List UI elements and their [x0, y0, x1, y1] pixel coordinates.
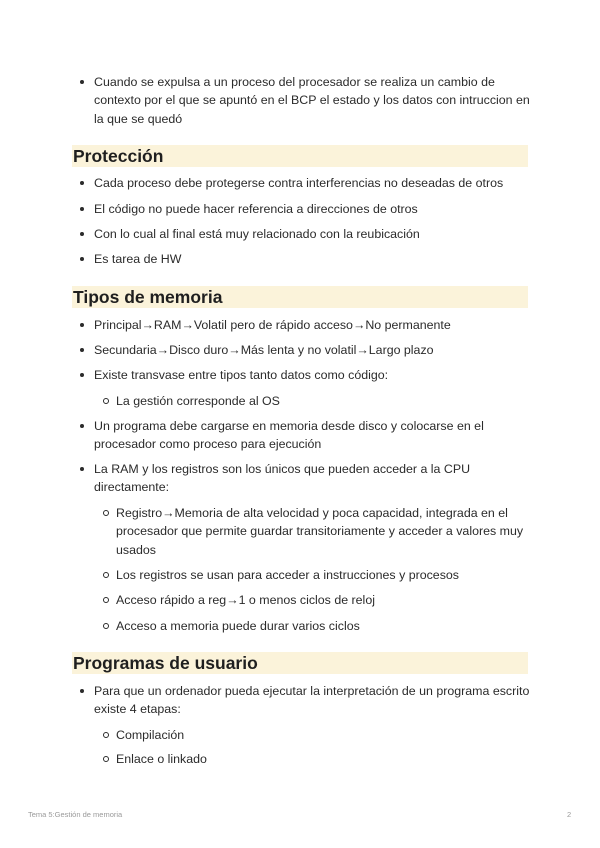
- bullet-item: Para que un ordenador pueda ejecutar la interpretación de un programa escrito existe 4 etapas:: [94, 682, 534, 719]
- sub-bullet-item: Los registros se usan para acceder a instrucciones y procesos: [116, 566, 534, 584]
- sub-bullet-item: Acceso a memoria puede durar varios ciclos: [116, 617, 534, 635]
- sub-bullet-item: Enlace o linkado: [116, 750, 534, 768]
- sub-bullet-item: Acceso rápido a reg→1 o menos ciclos de reloj: [116, 591, 534, 609]
- sub-bullet-item: La gestión corresponde al OS: [116, 392, 534, 410]
- bullet-item: Es tarea de HW: [94, 250, 534, 268]
- bullet-item: Principal→RAM→Volatil pero de rápido acceso→No permanente: [94, 316, 534, 334]
- footer-title: Tema 5:Gestión de memoria: [28, 810, 123, 819]
- section-heading-programas-de-usuario: Programas de usuario: [72, 652, 528, 674]
- section-heading-tipos-de-memoria: Tipos de memoria: [72, 286, 528, 308]
- bullet-item: Un programa debe cargarse en memoria desde disco y colocarse en el procesador como proceso para ejecución: [94, 417, 534, 454]
- bullet-item: Cada proceso debe protegerse contra interferencias no deseadas de otros: [94, 174, 534, 192]
- bullet-item: El código no puede hacer referencia a direcciones de otros: [94, 200, 534, 218]
- bullet-item: Cuando se expulsa a un proceso del procesador se realiza un cambio de contexto por el que se apuntó en el BCP el estado y los datos con intruccion en la que se quedó: [94, 73, 534, 128]
- sub-bullet-item: Compilación: [116, 726, 534, 744]
- bullet-item: Secundaria→Disco duro→Más lenta y no volatil→Largo plazo: [94, 341, 534, 359]
- bullet-item: La RAM y los registros son los únicos que pueden acceder a la CPU directamente:: [94, 460, 534, 497]
- page-number: 2: [567, 810, 572, 819]
- bullet-item: Existe transvase entre tipos tanto datos como código:: [94, 366, 534, 384]
- bullet-item: Con lo cual al final está muy relacionado con la reubicación: [94, 225, 534, 243]
- sub-bullet-item: Registro→Memoria de alta velocidad y poca capacidad, integrada en el procesador que permite guardar transitoriamente y acceder a valores muy usados: [116, 504, 534, 559]
- section-heading-proteccion: Protección: [72, 145, 528, 167]
